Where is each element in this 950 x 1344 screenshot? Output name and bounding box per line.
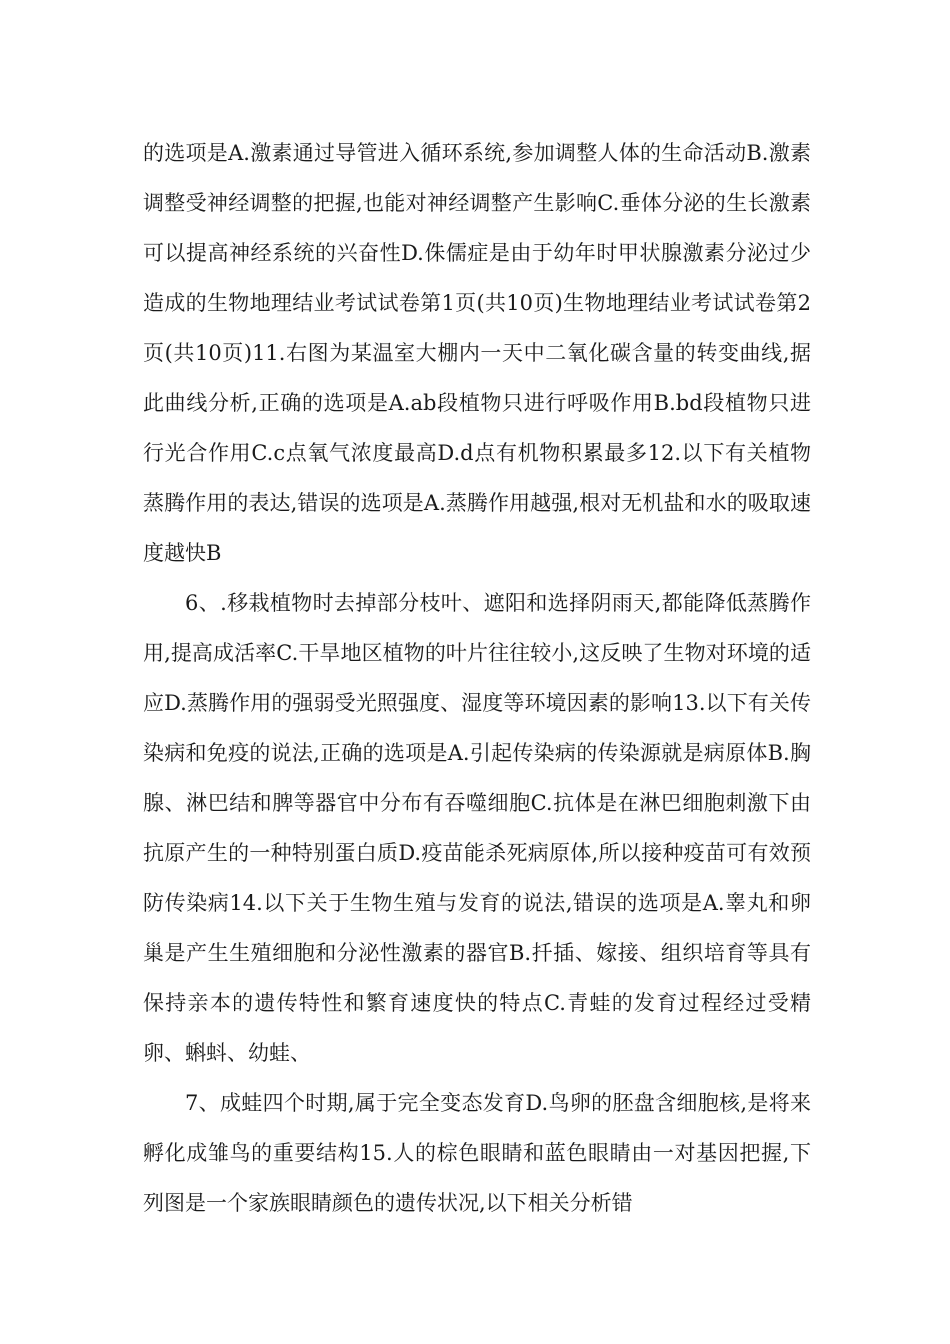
paragraph-1 xyxy=(143,128,811,578)
paragraph-2 xyxy=(143,578,811,1078)
paragraph-3 xyxy=(143,1078,811,1228)
paragraph-text: 7、成蛙四个时期,属于完全变态发育D.鸟卵的胚盘含细胞核,是将来孵化成雏鸟的重要结构15.人的棕色眼睛和蓝色眼睛由一对基因把握,下列图是一个家族眼睛颜色的遗传状况,以下相关分析错 xyxy=(143,1091,811,1215)
paragraph-text: 的选项是A.激素通过导管进入循环系统,参加调整人体的生命活动B.激素调整受神经调整的把握,也能对神经调整产生影响C.垂体分泌的生长激素可以提高神经系统的兴奋性D.侏儒症是由于幼年时甲状腺激素分泌过少造成的生物地理结业考试试卷第1页(共10页)生物地理结业考试试卷第2页(共10页)11.右图为某温室大棚内一天中二氧化碳含量的转变曲线,据此曲线分析,正确的选项是A.ab段植物只进行呼吸作用B.bd段植物只进行光合作用C.c点氧气浓度最高D.d点有机物积累最多12.以下有关植物蒸腾作用的表达,错误的选项是A.蒸腾作用越强,根对无机盐和水的吸取速度越快B xyxy=(143,141,811,565)
paragraph-text: 6、.移栽植物时去掉部分枝叶、遮阳和选择阴雨天,都能降低蒸腾作用,提高成活率C.干旱地区植物的叶片往往较小,这反映了生物对环境的适应D.蒸腾作用的强弱受光照强度、湿度等环境因素的影响13.以下有关传染病和免疫的说法,正确的选项是A.引起传染病的传染源就是病原体B.胸腺、淋巴结和脾等器官中分布有吞噬细胞C.抗体是在淋巴细胞刺激下由抗原产生的一种特别蛋白质D.疫苗能杀死病原体,所以接种疫苗可有效预防传染病14.以下关于生物生殖与发育的说法,错误的选项是A.睾丸和卵巢是产生生殖细胞和分泌性激素的器官B.扦插、嫁接、组织培育等具有保持亲本的遗传特性和繁育速度快的特点C.青蛙的发育过程经过受精卵、蝌蚪、幼蛙、 xyxy=(143,591,811,1065)
